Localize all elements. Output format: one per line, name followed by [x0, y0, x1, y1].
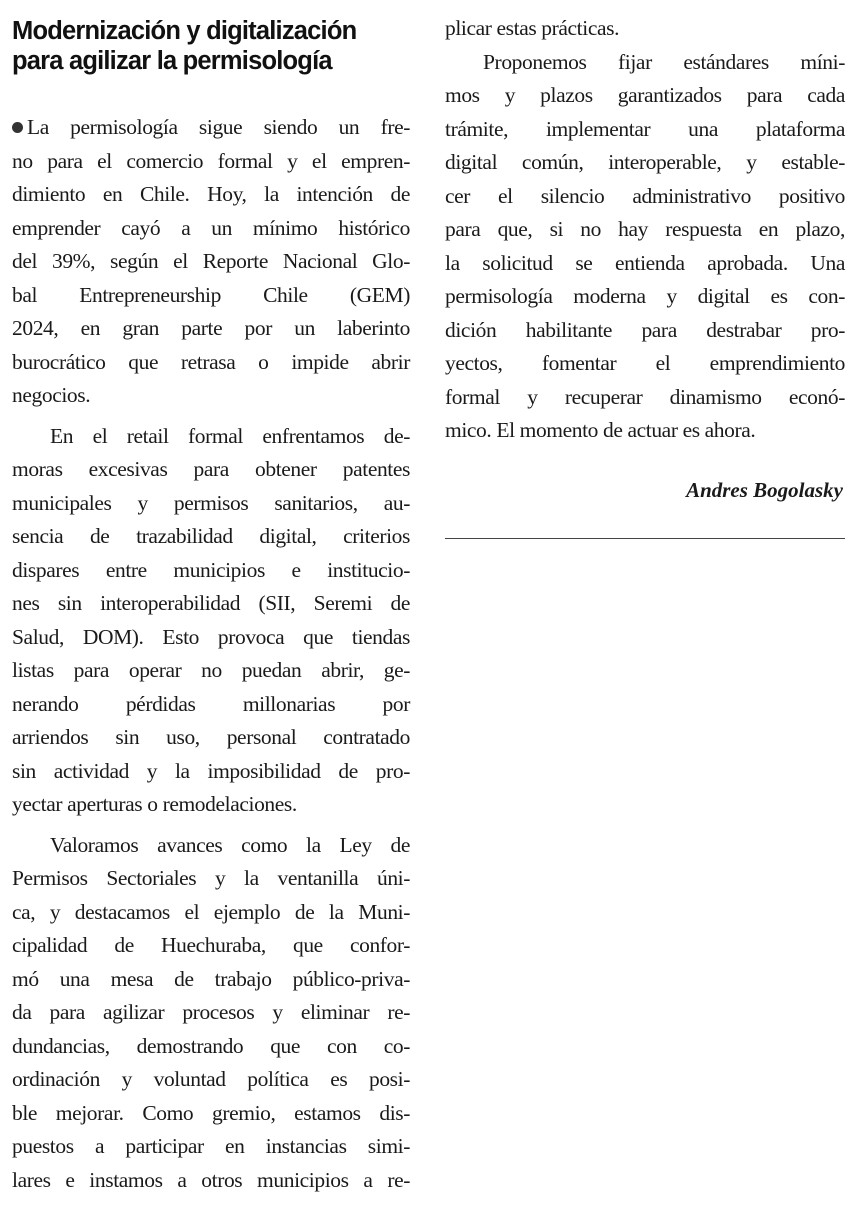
- text-line: del 39%, según el Reporte Nacional Glo-: [12, 249, 410, 273]
- text-line: dundancias, demostrando que con co-: [12, 1033, 410, 1058]
- text-line: no para el comercio formal y el empren-: [12, 148, 410, 173]
- paragraph-1: [12, 111, 410, 413]
- text-line: permisología moderna y digital es con-: [445, 284, 845, 308]
- paragraph-4: [445, 46, 845, 448]
- text-line: formal y recuperar dinamismo econó-: [445, 384, 845, 409]
- text-line: En el retail formal enfrentamos de-: [50, 423, 410, 448]
- text-line: municipales y permisos sanitarios, au-: [12, 490, 410, 515]
- paragraph-2: [12, 420, 410, 822]
- text-line: yectar aperturas o remodelaciones.: [12, 792, 297, 816]
- paragraph-3-continued: [445, 12, 845, 46]
- text-line: nerando pérdidas millonarias por: [12, 691, 410, 716]
- text-line: arriendos sin uso, personal contratado: [12, 725, 410, 749]
- text-line: dimiento en Chile. Hoy, la intención de: [12, 182, 410, 206]
- text-line: bal Entrepreneurship Chile (GEM): [12, 282, 410, 307]
- text-line: plicar estas prácticas.: [445, 16, 620, 40]
- text-line: lares e instamos a otros municipios a re-: [12, 1167, 410, 1192]
- text-line: trámite, implementar una plataforma: [445, 116, 845, 141]
- text-line: sencia de trazabilidad digital, criterios: [12, 524, 410, 548]
- text-line: cer el silencio administrativo positivo: [445, 183, 845, 208]
- text-line: para que, si no hay respuesta en plazo,: [445, 217, 845, 241]
- text-line: negocios.: [12, 383, 91, 407]
- text-line: [12, 111, 410, 145]
- text-line: Valoramos avances como la Ley de: [50, 832, 410, 857]
- right-column: [445, 12, 845, 448]
- title-line: para agilizar la permisología: [12, 47, 332, 75]
- left-column: [12, 111, 410, 1197]
- text-line: Salud, DOM). Esto provoca que tiendas: [12, 624, 410, 649]
- text-line: Permisos Sectoriales y la ventanilla úni-: [12, 866, 410, 890]
- text-line: puestos a participar en instancias simi-: [12, 1134, 410, 1158]
- text-fragment: La permisología sigue siendo un fre-: [27, 115, 410, 139]
- text-line: nes sin interoperabilidad (SII, Seremi de: [12, 591, 410, 615]
- text-line: mó una mesa de trabajo público-priva-: [12, 966, 410, 991]
- text-line: da para agilizar procesos y eliminar re-: [12, 1000, 410, 1024]
- text-line: digital común, interoperable, y estable-: [445, 150, 845, 174]
- text-line: mico. El momento de actuar es ahora.: [445, 418, 756, 442]
- text-line: emprender cayó a un mínimo histórico: [12, 215, 410, 240]
- title-line: Modernización y digitalización: [12, 17, 357, 45]
- text-line: dispares entre municipios e institucio-: [12, 557, 410, 582]
- divider: [445, 538, 845, 539]
- text-line: ble mejorar. Como gremio, estamos dis-: [12, 1100, 410, 1125]
- text-line: la solicitud se entienda aprobada. Una: [445, 250, 845, 275]
- article-title: [12, 16, 417, 76]
- text-line: dición habilitante para destrabar pro-: [445, 317, 845, 342]
- text-line: Proponemos fijar estándares míni-: [483, 49, 845, 74]
- text-line: yectos, fomentar el emprendimiento: [445, 351, 845, 375]
- paragraph-3: [12, 829, 410, 1198]
- text-line: moras excesivas para obtener patentes: [12, 457, 410, 481]
- text-line: 2024, en gran parte por un laberinto: [12, 316, 410, 340]
- text-line: sin actividad y la imposibilidad de pro-: [12, 758, 410, 783]
- text-line: ordinación y voluntad política es posi-: [12, 1067, 410, 1091]
- text-line: mos y plazos garantizados para cada: [445, 83, 845, 107]
- text-line: cipalidad de Huechuraba, que confor-: [12, 933, 410, 957]
- text-line: ca, y destacamos el ejemplo de la Muni-: [12, 899, 410, 924]
- text-line: listas para operar no puedan abrir, ge-: [12, 658, 410, 682]
- text-line: burocrático que retrasa o impide abrir: [12, 349, 410, 374]
- author-signature: Andres Bogolasky: [686, 478, 843, 502]
- bullet-icon: [12, 122, 23, 133]
